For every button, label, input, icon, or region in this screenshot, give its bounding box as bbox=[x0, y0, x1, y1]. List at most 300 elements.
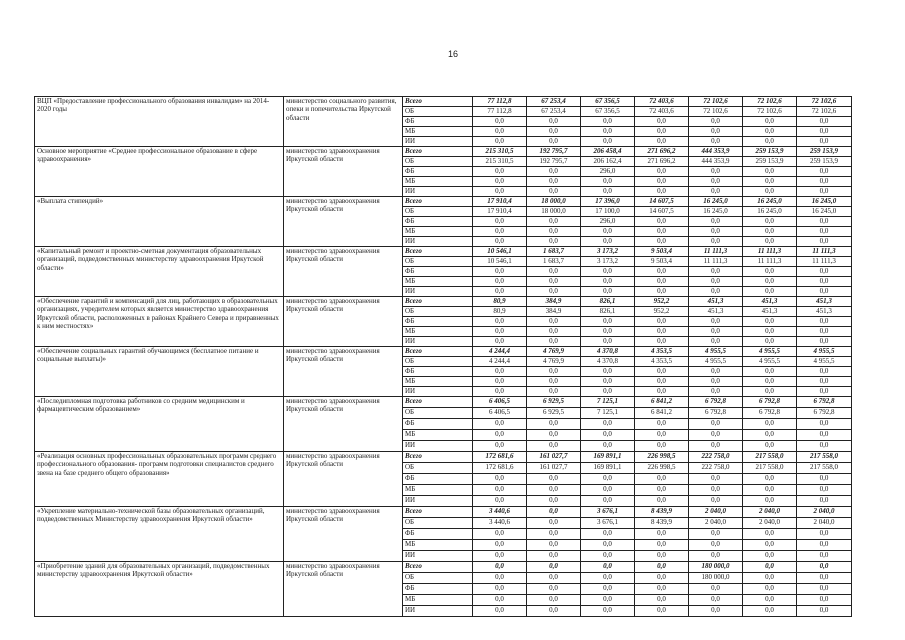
amount-cell: 4 353,5 bbox=[635, 357, 689, 367]
amount-cell: 16 245,0 bbox=[797, 197, 852, 207]
amount-cell: 826,1 bbox=[581, 307, 635, 317]
amount-cell: 451,3 bbox=[689, 307, 743, 317]
amount-cell: 0,0 bbox=[743, 327, 797, 337]
amount-cell: 67 253,4 bbox=[527, 107, 581, 117]
amount-cell: 0,0 bbox=[527, 327, 581, 337]
amount-cell: 0,0 bbox=[635, 595, 689, 606]
amount-cell: 0,0 bbox=[581, 137, 635, 147]
amount-cell: 0,0 bbox=[797, 277, 852, 287]
amount-cell: 0,0 bbox=[797, 441, 852, 452]
amount-cell: 2 040,0 bbox=[743, 507, 797, 518]
amount-cell: 0,0 bbox=[581, 529, 635, 540]
amount-cell: 17 910,4 bbox=[473, 207, 527, 217]
amount-cell: 0,0 bbox=[527, 551, 581, 562]
amount-cell: 3 440,6 bbox=[473, 507, 527, 518]
amount-cell: 6 792,8 bbox=[689, 408, 743, 419]
amount-cell: 0,0 bbox=[743, 496, 797, 507]
amount-cell: 0,0 bbox=[581, 584, 635, 595]
amount-cell: 0,0 bbox=[473, 227, 527, 237]
amount-cell: 0,0 bbox=[797, 562, 852, 573]
amount-cell: 0,0 bbox=[581, 573, 635, 584]
amount-cell: 17 100,0 bbox=[581, 207, 635, 217]
funding-source: ИИ bbox=[403, 551, 473, 562]
amount-cell: 0,0 bbox=[689, 127, 743, 137]
amount-cell: 0,0 bbox=[527, 419, 581, 430]
amount-cell: 0,0 bbox=[743, 187, 797, 197]
amount-cell: 259 153,9 bbox=[797, 157, 852, 167]
amount-cell: 952,2 bbox=[635, 297, 689, 307]
amount-cell: 0,0 bbox=[473, 485, 527, 496]
amount-cell: 0,0 bbox=[797, 485, 852, 496]
amount-cell: 0,0 bbox=[473, 167, 527, 177]
amount-cell: 0,0 bbox=[635, 430, 689, 441]
amount-cell: 0,0 bbox=[743, 177, 797, 187]
amount-cell: 0,0 bbox=[527, 187, 581, 197]
amount-cell: 16 245,0 bbox=[743, 207, 797, 217]
amount-cell: 11 111,3 bbox=[743, 247, 797, 257]
amount-cell: 0,0 bbox=[473, 584, 527, 595]
amount-cell: 0,0 bbox=[689, 496, 743, 507]
amount-cell: 451,3 bbox=[797, 297, 852, 307]
amount-cell: 6 792,8 bbox=[743, 408, 797, 419]
amount-cell: 0,0 bbox=[743, 167, 797, 177]
amount-cell: 0,0 bbox=[635, 551, 689, 562]
amount-cell: 0,0 bbox=[581, 474, 635, 485]
funding-source: МБ bbox=[403, 595, 473, 606]
amount-cell: 215 310,5 bbox=[473, 157, 527, 167]
amount-cell: 0,0 bbox=[473, 474, 527, 485]
amount-cell: 0,0 bbox=[635, 217, 689, 227]
amount-cell: 2 040,0 bbox=[797, 507, 852, 518]
table-row bbox=[35, 507, 852, 518]
funding-source: Всего bbox=[403, 147, 473, 157]
funding-source: МБ bbox=[403, 485, 473, 496]
amount-cell: 72 102,6 bbox=[797, 97, 852, 107]
amount-cell: 161 027,7 bbox=[527, 463, 581, 474]
amount-cell: 0,0 bbox=[527, 337, 581, 347]
amount-cell: 0,0 bbox=[689, 177, 743, 187]
funding-source: МБ bbox=[403, 227, 473, 237]
amount-cell: 0,0 bbox=[743, 367, 797, 377]
measure-name: «Капитальный ремонт и проектно-сметная документация образовательных организаций, подведомственных министерству здравоохранения Иркутской области» bbox=[35, 247, 284, 297]
amount-cell: 0,0 bbox=[635, 540, 689, 551]
amount-cell: 18 000,0 bbox=[527, 197, 581, 207]
amount-cell: 217 558,0 bbox=[743, 463, 797, 474]
amount-cell: 0,0 bbox=[689, 327, 743, 337]
amount-cell: 0,0 bbox=[743, 474, 797, 485]
table-row bbox=[35, 97, 852, 107]
amount-cell: 259 153,9 bbox=[797, 147, 852, 157]
funding-source: ОБ bbox=[403, 408, 473, 419]
amount-cell: 0,0 bbox=[581, 367, 635, 377]
amount-cell: 0,0 bbox=[689, 167, 743, 177]
executor-cell: министерство социального развития, опеки и попечительства Иркутской области bbox=[284, 97, 403, 147]
amount-cell: 0,0 bbox=[473, 377, 527, 387]
amount-cell: 259 153,9 bbox=[743, 157, 797, 167]
funding-source: МБ bbox=[403, 377, 473, 387]
amount-cell: 0,0 bbox=[473, 387, 527, 397]
amount-cell: 0,0 bbox=[473, 441, 527, 452]
amount-cell: 0,0 bbox=[797, 317, 852, 327]
funding-source: ОБ bbox=[403, 463, 473, 474]
amount-cell: 17 910,4 bbox=[473, 197, 527, 207]
amount-cell: 72 102,6 bbox=[689, 107, 743, 117]
amount-cell: 4 353,5 bbox=[635, 347, 689, 357]
amount-cell: 0,0 bbox=[527, 317, 581, 327]
amount-cell: 0,0 bbox=[743, 237, 797, 247]
amount-cell: 14 607,5 bbox=[635, 207, 689, 217]
amount-cell: 0,0 bbox=[473, 127, 527, 137]
amount-cell: 6 406,5 bbox=[473, 397, 527, 408]
funding-source: ИИ bbox=[403, 606, 473, 617]
amount-cell: 80,9 bbox=[473, 297, 527, 307]
funding-source: ФБ bbox=[403, 367, 473, 377]
amount-cell: 2 040,0 bbox=[797, 518, 852, 529]
amount-cell: 0,0 bbox=[527, 277, 581, 287]
amount-cell: 11 111,3 bbox=[797, 247, 852, 257]
amount-cell: 0,0 bbox=[689, 485, 743, 496]
amount-cell: 4 244,4 bbox=[473, 347, 527, 357]
amount-cell: 3 676,1 bbox=[581, 518, 635, 529]
funding-source: ИИ bbox=[403, 387, 473, 397]
amount-cell: 11 111,3 bbox=[743, 257, 797, 267]
amount-cell: 384,9 bbox=[527, 297, 581, 307]
funding-source: ФБ bbox=[403, 117, 473, 127]
amount-cell: 0,0 bbox=[743, 117, 797, 127]
amount-cell: 10 546,1 bbox=[473, 257, 527, 267]
amount-cell: 4 955,5 bbox=[689, 357, 743, 367]
amount-cell: 0,0 bbox=[689, 367, 743, 377]
funding-source: ОБ bbox=[403, 573, 473, 584]
amount-cell: 192 795,7 bbox=[527, 147, 581, 157]
amount-cell: 16 245,0 bbox=[797, 207, 852, 217]
amount-cell: 77 112,8 bbox=[473, 107, 527, 117]
funding-source: ИИ bbox=[403, 441, 473, 452]
amount-cell: 0,0 bbox=[527, 237, 581, 247]
funding-source: ИИ bbox=[403, 496, 473, 507]
amount-cell: 0,0 bbox=[581, 177, 635, 187]
amount-cell: 0,0 bbox=[473, 327, 527, 337]
executor-cell: министерство здравоохранения Иркутской области bbox=[284, 397, 403, 452]
amount-cell: 4 769,9 bbox=[527, 347, 581, 357]
amount-cell: 0,0 bbox=[473, 177, 527, 187]
amount-cell: 0,0 bbox=[527, 485, 581, 496]
amount-cell: 0,0 bbox=[797, 117, 852, 127]
amount-cell: 0,0 bbox=[689, 317, 743, 327]
amount-cell: 172 681,6 bbox=[473, 452, 527, 463]
amount-cell: 0,0 bbox=[743, 584, 797, 595]
amount-cell: 0,0 bbox=[689, 377, 743, 387]
amount-cell: 0,0 bbox=[689, 237, 743, 247]
amount-cell: 0,0 bbox=[527, 127, 581, 137]
amount-cell: 0,0 bbox=[797, 474, 852, 485]
amount-cell: 6 792,8 bbox=[797, 397, 852, 408]
measure-name: «Укрепление материально-технической базы образовательных организаций, подведомственных Министерству здравоохранения Иркутской области» bbox=[35, 507, 284, 562]
amount-cell: 0,0 bbox=[581, 485, 635, 496]
amount-cell: 11 111,3 bbox=[689, 247, 743, 257]
amount-cell: 0,0 bbox=[527, 137, 581, 147]
amount-cell: 451,3 bbox=[797, 307, 852, 317]
amount-cell: 11 111,3 bbox=[689, 257, 743, 267]
amount-cell: 0,0 bbox=[689, 337, 743, 347]
amount-cell: 0,0 bbox=[743, 595, 797, 606]
funding-source: ОБ bbox=[403, 257, 473, 267]
amount-cell: 8 439,9 bbox=[635, 507, 689, 518]
amount-cell: 0,0 bbox=[689, 441, 743, 452]
amount-cell: 9 503,4 bbox=[635, 257, 689, 267]
funding-source: ИИ bbox=[403, 337, 473, 347]
amount-cell: 0,0 bbox=[689, 595, 743, 606]
amount-cell: 0,0 bbox=[527, 177, 581, 187]
amount-cell: 2 040,0 bbox=[689, 518, 743, 529]
funding-source: МБ bbox=[403, 540, 473, 551]
amount-cell: 0,0 bbox=[581, 496, 635, 507]
executor-cell: министерство здравоохранения Иркутской области bbox=[284, 507, 403, 562]
amount-cell: 4 955,5 bbox=[797, 357, 852, 367]
funding-source: Всего bbox=[403, 297, 473, 307]
amount-cell: 0,0 bbox=[635, 267, 689, 277]
measure-name: «Выплата стипендий» bbox=[35, 197, 284, 247]
amount-cell: 0,0 bbox=[527, 584, 581, 595]
amount-cell: 0,0 bbox=[743, 267, 797, 277]
amount-cell: 0,0 bbox=[689, 137, 743, 147]
funding-source: ОБ bbox=[403, 207, 473, 217]
amount-cell: 0,0 bbox=[581, 187, 635, 197]
amount-cell: 0,0 bbox=[635, 177, 689, 187]
amount-cell: 180 000,0 bbox=[689, 562, 743, 573]
amount-cell: 0,0 bbox=[581, 377, 635, 387]
amount-cell: 0,0 bbox=[797, 187, 852, 197]
amount-cell: 0,0 bbox=[635, 167, 689, 177]
amount-cell: 0,0 bbox=[635, 317, 689, 327]
amount-cell: 271 696,2 bbox=[635, 147, 689, 157]
amount-cell: 0,0 bbox=[527, 367, 581, 377]
amount-cell: 0,0 bbox=[581, 327, 635, 337]
amount-cell: 0,0 bbox=[743, 227, 797, 237]
amount-cell: 0,0 bbox=[635, 387, 689, 397]
amount-cell: 0,0 bbox=[581, 430, 635, 441]
funding-source: ОБ bbox=[403, 107, 473, 117]
amount-cell: 0,0 bbox=[635, 237, 689, 247]
amount-cell: 0,0 bbox=[527, 167, 581, 177]
table-row bbox=[35, 297, 852, 307]
amount-cell: 2 040,0 bbox=[689, 507, 743, 518]
amount-cell: 0,0 bbox=[743, 551, 797, 562]
amount-cell: 0,0 bbox=[689, 187, 743, 197]
amount-cell: 0,0 bbox=[689, 540, 743, 551]
amount-cell: 0,0 bbox=[635, 117, 689, 127]
executor-cell: министерство здравоохранения Иркутской области bbox=[284, 452, 403, 507]
table-row bbox=[35, 197, 852, 207]
amount-cell: 0,0 bbox=[581, 540, 635, 551]
funding-source: ФБ bbox=[403, 217, 473, 227]
amount-cell: 7 125,1 bbox=[581, 397, 635, 408]
amount-cell: 72 102,6 bbox=[743, 107, 797, 117]
amount-cell: 9 503,4 bbox=[635, 247, 689, 257]
amount-cell: 0,0 bbox=[473, 267, 527, 277]
amount-cell: 0,0 bbox=[689, 267, 743, 277]
table-row bbox=[35, 247, 852, 257]
funding-source: ИИ bbox=[403, 137, 473, 147]
amount-cell: 0,0 bbox=[527, 387, 581, 397]
amount-cell: 4 955,5 bbox=[689, 347, 743, 357]
amount-cell: 0,0 bbox=[581, 337, 635, 347]
amount-cell: 0,0 bbox=[743, 277, 797, 287]
amount-cell: 0,0 bbox=[797, 529, 852, 540]
amount-cell: 7 125,1 bbox=[581, 408, 635, 419]
amount-cell: 0,0 bbox=[473, 562, 527, 573]
amount-cell: 0,0 bbox=[635, 187, 689, 197]
amount-cell: 0,0 bbox=[689, 217, 743, 227]
amount-cell: 18 000,0 bbox=[527, 207, 581, 217]
amount-cell: 0,0 bbox=[743, 573, 797, 584]
executor-cell: министерство здравоохранения Иркутской области bbox=[284, 247, 403, 297]
amount-cell: 0,0 bbox=[581, 419, 635, 430]
amount-cell: 0,0 bbox=[797, 137, 852, 147]
amount-cell: 0,0 bbox=[797, 127, 852, 137]
table-row bbox=[35, 347, 852, 357]
funding-source: МБ bbox=[403, 277, 473, 287]
amount-cell: 0,0 bbox=[473, 317, 527, 327]
amount-cell: 0,0 bbox=[581, 441, 635, 452]
amount-cell: 0,0 bbox=[797, 551, 852, 562]
amount-cell: 271 696,2 bbox=[635, 157, 689, 167]
amount-cell: 0,0 bbox=[743, 529, 797, 540]
measure-name: ВЦП «Предоставление профессионального образования инвалидам» на 2014-2020 годы bbox=[35, 97, 284, 147]
funding-source: ФБ bbox=[403, 529, 473, 540]
amount-cell: 3 173,2 bbox=[581, 247, 635, 257]
amount-cell: 0,0 bbox=[527, 529, 581, 540]
funding-source: ФБ bbox=[403, 167, 473, 177]
financing-table bbox=[34, 96, 852, 617]
amount-cell: 0,0 bbox=[527, 217, 581, 227]
funding-source: Всего bbox=[403, 247, 473, 257]
amount-cell: 67 356,5 bbox=[581, 107, 635, 117]
amount-cell: 0,0 bbox=[743, 137, 797, 147]
amount-cell: 0,0 bbox=[797, 496, 852, 507]
amount-cell: 451,3 bbox=[743, 297, 797, 307]
amount-cell: 222 758,0 bbox=[689, 463, 743, 474]
amount-cell: 0,0 bbox=[743, 377, 797, 387]
amount-cell: 0,0 bbox=[797, 167, 852, 177]
amount-cell: 0,0 bbox=[473, 237, 527, 247]
amount-cell: 0,0 bbox=[797, 237, 852, 247]
amount-cell: 0,0 bbox=[473, 277, 527, 287]
amount-cell: 0,0 bbox=[689, 117, 743, 127]
amount-cell: 222 758,0 bbox=[689, 452, 743, 463]
amount-cell: 8 439,9 bbox=[635, 518, 689, 529]
amount-cell: 0,0 bbox=[527, 540, 581, 551]
amount-cell: 451,3 bbox=[689, 297, 743, 307]
amount-cell: 451,3 bbox=[743, 307, 797, 317]
amount-cell: 4 955,5 bbox=[743, 357, 797, 367]
funding-source: МБ bbox=[403, 177, 473, 187]
amount-cell: 0,0 bbox=[797, 377, 852, 387]
amount-cell: 67 356,5 bbox=[581, 97, 635, 107]
amount-cell: 72 102,6 bbox=[743, 97, 797, 107]
amount-cell: 0,0 bbox=[689, 419, 743, 430]
amount-cell: 444 353,9 bbox=[689, 157, 743, 167]
amount-cell: 0,0 bbox=[635, 337, 689, 347]
funding-source: ИИ bbox=[403, 287, 473, 297]
amount-cell: 0,0 bbox=[743, 217, 797, 227]
amount-cell: 14 607,5 bbox=[635, 197, 689, 207]
table-row bbox=[35, 147, 852, 157]
amount-cell: 0,0 bbox=[743, 441, 797, 452]
amount-cell: 0,0 bbox=[473, 540, 527, 551]
amount-cell: 72 102,6 bbox=[797, 107, 852, 117]
amount-cell: 259 153,9 bbox=[743, 147, 797, 157]
funding-source: Всего bbox=[403, 347, 473, 357]
amount-cell: 4 955,5 bbox=[743, 347, 797, 357]
amount-cell: 6 929,5 bbox=[527, 408, 581, 419]
amount-cell: 0,0 bbox=[689, 474, 743, 485]
measure-name: «Последипломная подготовка работников со средним медицинским и фармацевтическим образованием» bbox=[35, 397, 284, 452]
amount-cell: 0,0 bbox=[581, 267, 635, 277]
amount-cell: 16 245,0 bbox=[689, 207, 743, 217]
amount-cell: 1 683,7 bbox=[527, 257, 581, 267]
amount-cell: 0,0 bbox=[797, 430, 852, 441]
amount-cell: 0,0 bbox=[473, 187, 527, 197]
amount-cell: 72 102,6 bbox=[689, 97, 743, 107]
amount-cell: 0,0 bbox=[689, 606, 743, 617]
amount-cell: 0,0 bbox=[473, 430, 527, 441]
amount-cell: 0,0 bbox=[743, 606, 797, 617]
amount-cell: 215 310,5 bbox=[473, 147, 527, 157]
amount-cell: 0,0 bbox=[743, 430, 797, 441]
amount-cell: 0,0 bbox=[527, 377, 581, 387]
funding-source: Всего bbox=[403, 97, 473, 107]
amount-cell: 0,0 bbox=[635, 419, 689, 430]
amount-cell: 0,0 bbox=[527, 441, 581, 452]
amount-cell: 0,0 bbox=[797, 337, 852, 347]
amount-cell: 0,0 bbox=[635, 287, 689, 297]
amount-cell: 0,0 bbox=[581, 387, 635, 397]
amount-cell: 6 792,8 bbox=[689, 397, 743, 408]
amount-cell: 0,0 bbox=[689, 430, 743, 441]
amount-cell: 0,0 bbox=[473, 573, 527, 584]
measure-name: «Реализация основных профессиональных образовательных программ среднего профессионального образования- программ подготовки специалистов среднего звена на базе среднего общего образования» bbox=[35, 452, 284, 507]
amount-cell: 0,0 bbox=[581, 595, 635, 606]
amount-cell: 0,0 bbox=[635, 496, 689, 507]
amount-cell: 0,0 bbox=[581, 317, 635, 327]
funding-source: ФБ bbox=[403, 419, 473, 430]
amount-cell: 6 929,5 bbox=[527, 397, 581, 408]
table-row bbox=[35, 397, 852, 408]
amount-cell: 0,0 bbox=[581, 117, 635, 127]
amount-cell: 0,0 bbox=[635, 327, 689, 337]
amount-cell: 3 676,1 bbox=[581, 507, 635, 518]
amount-cell: 0,0 bbox=[635, 485, 689, 496]
measure-name: Основное мероприятие «Среднее профессиональное образование в сфере здравоохранения» bbox=[35, 147, 284, 197]
amount-cell: 0,0 bbox=[689, 387, 743, 397]
funding-source: ОБ bbox=[403, 157, 473, 167]
amount-cell: 0,0 bbox=[581, 287, 635, 297]
amount-cell: 4 370,8 bbox=[581, 357, 635, 367]
amount-cell: 11 111,3 bbox=[797, 257, 852, 267]
amount-cell: 17 396,0 bbox=[581, 197, 635, 207]
amount-cell: 0,0 bbox=[743, 485, 797, 496]
amount-cell: 80,9 bbox=[473, 307, 527, 317]
amount-cell: 0,0 bbox=[581, 562, 635, 573]
funding-source: ИИ bbox=[403, 237, 473, 247]
measure-name: «Обеспечение социальных гарантий обучающимся (бесплатное питание и социальные выплаты)» bbox=[35, 347, 284, 397]
amount-cell: 0,0 bbox=[635, 584, 689, 595]
funding-source: ИИ bbox=[403, 187, 473, 197]
amount-cell: 77 112,8 bbox=[473, 97, 527, 107]
amount-cell: 0,0 bbox=[743, 540, 797, 551]
executor-cell: министерство здравоохранения Иркутской области bbox=[284, 197, 403, 247]
